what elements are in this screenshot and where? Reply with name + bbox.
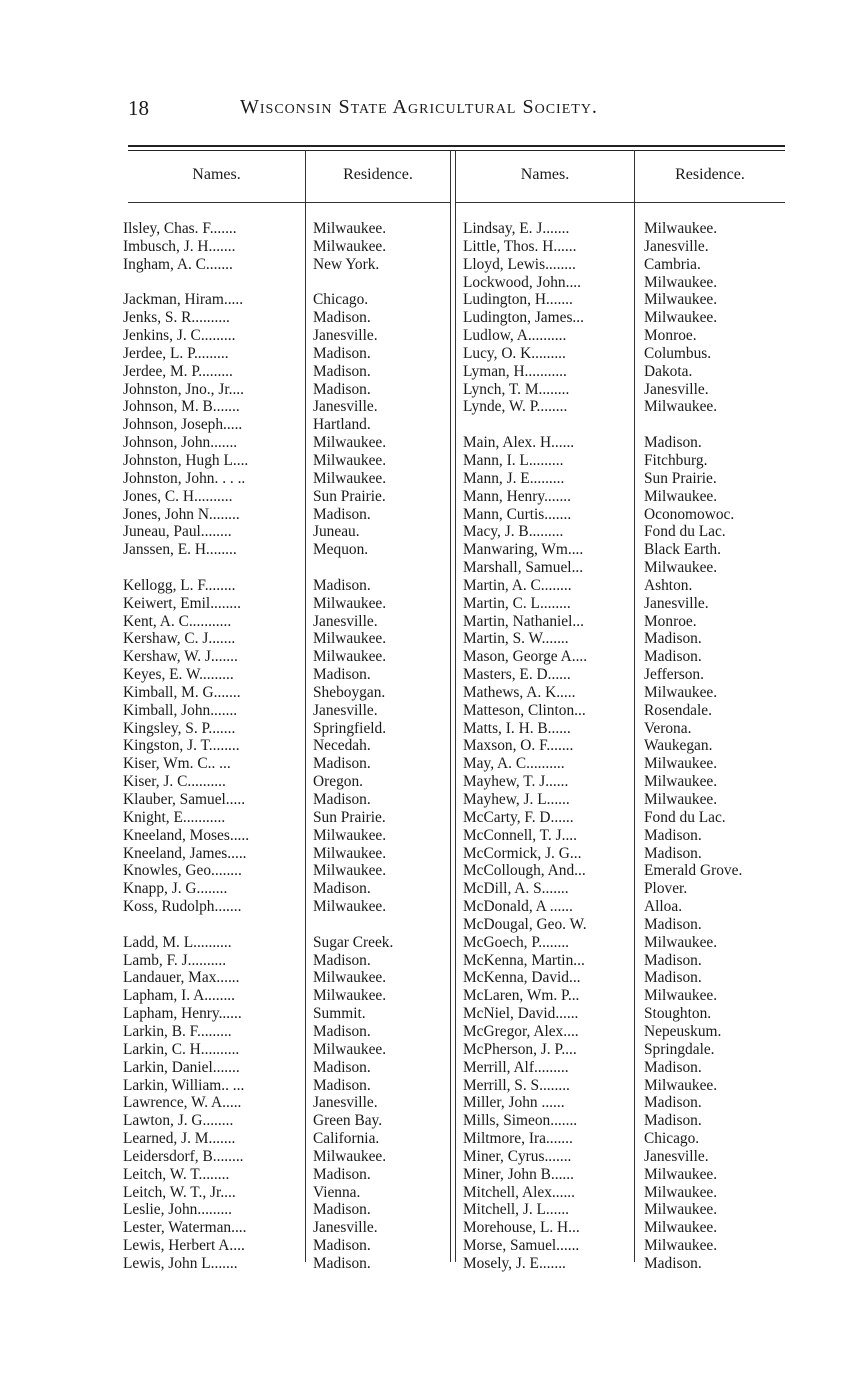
member-residence: Plover.: [644, 880, 688, 898]
member-name: Lyman, H...........: [463, 362, 567, 380]
member-name: Kneeland, James.....: [123, 844, 247, 862]
member-name: Martin, C. L........: [463, 594, 571, 612]
member-name: Koss, Rudolph.......: [123, 898, 242, 916]
member-residence: Milwaukee.: [644, 487, 718, 505]
member-name: Merrill, Alf.........: [463, 1058, 569, 1076]
member-name: Lynch, T. M........: [463, 380, 570, 398]
member-name: McConnell, T. J....: [463, 826, 578, 844]
member-residence: Nepeuskum.: [644, 1022, 722, 1040]
names-header-right: Names.: [520, 166, 570, 183]
member-name: McCollough, And...: [463, 862, 586, 880]
member-residence: Milwaukee.: [644, 773, 718, 791]
right-residence-column: [644, 220, 784, 1273]
member-residence: Stoughton.: [644, 1005, 712, 1023]
member-name: Knowles, Geo........: [123, 862, 242, 880]
member-name: Larkin, B. F.........: [123, 1022, 232, 1040]
member-name: Martin, S. W.......: [463, 630, 569, 648]
member-residence: Madison.: [313, 1058, 371, 1076]
running-title: Wisconsin State Agricultural Society.: [240, 96, 598, 118]
member-name: McCormick, J. G...: [463, 844, 582, 862]
member-residence: Milwaukee.: [313, 1040, 387, 1058]
member-name: Kimball, John.......: [123, 701, 238, 719]
member-name: Larkin, Daniel.......: [123, 1058, 240, 1076]
member-residence: New York.: [313, 255, 380, 273]
member-residence: Springdale.: [644, 1040, 715, 1058]
member-name: McLaren, Wm. P...: [463, 987, 580, 1005]
member-name: Larkin, William.. ...: [123, 1076, 245, 1094]
member-residence: Madison.: [313, 666, 371, 684]
member-residence: Madison.: [644, 1058, 702, 1076]
member-residence: Cambria.: [644, 255, 701, 273]
member-residence: Madison.: [644, 1254, 702, 1272]
member-name: McNiel, David......: [463, 1005, 579, 1023]
member-residence: Alloa.: [644, 898, 683, 916]
member-residence: Oregon.: [313, 773, 364, 791]
member-name: Martin, A. C........: [463, 576, 572, 594]
right-names-column: [463, 220, 633, 1273]
member-residence: Chicago.: [644, 1130, 700, 1148]
member-residence: Milwaukee.: [313, 594, 387, 612]
member-residence: Madison.: [313, 380, 371, 398]
left-names-column: [123, 220, 303, 1273]
member-name: Ludington, H.......: [463, 291, 573, 309]
member-residence: Madison.: [644, 630, 702, 648]
member-residence: Verona.: [644, 719, 692, 737]
member-residence: Columbus.: [644, 344, 712, 362]
member-name: Macy, J. B.........: [463, 523, 564, 541]
member-name: Marshall, Samuel...: [463, 559, 584, 577]
member-residence: Summit.: [313, 1005, 366, 1023]
member-residence: Milwaukee.: [313, 451, 387, 469]
member-residence: Madison.: [644, 969, 702, 987]
member-residence: [313, 916, 448, 934]
member-name: Lucy, O. K.........: [463, 344, 566, 362]
member-residence: Milwaukee.: [313, 844, 387, 862]
member-name: Imbusch, J. H.......: [123, 237, 236, 255]
member-name: May, A. C..........: [463, 755, 565, 773]
member-residence: Janesville.: [313, 398, 378, 416]
member-name: Kellogg, L. F........: [123, 576, 236, 594]
member-residence: Milwaukee.: [644, 559, 718, 577]
member-name: Johnson, M. B.......: [123, 398, 240, 416]
member-residence: Madison.: [313, 755, 371, 773]
member-name: Miner, Cyrus.......: [463, 1147, 572, 1165]
member-residence: Janesville.: [313, 1094, 378, 1112]
member-residence: Milwaukee.: [644, 933, 718, 951]
member-residence: Fond du Lac.: [644, 523, 726, 541]
member-name: Johnston, Hugh L....: [123, 451, 249, 469]
member-residence: [313, 274, 448, 292]
member-name: McPherson, J. P....: [463, 1040, 577, 1058]
member-name: Mitchell, J. L......: [463, 1201, 570, 1219]
column-divider: [305, 150, 306, 1262]
member-residence: Milwaukee.: [313, 969, 387, 987]
member-residence: Milwaukee.: [644, 1183, 718, 1201]
member-name: McKenna, David...: [463, 969, 581, 987]
member-residence: Fond du Lac.: [644, 808, 726, 826]
member-name: Jackman, Hiram.....: [123, 291, 244, 309]
member-name: Mason, George A....: [463, 648, 588, 666]
member-residence: Janesville.: [644, 594, 709, 612]
member-residence: [644, 416, 784, 434]
member-name: Lockwood, John....: [463, 273, 581, 291]
member-residence: Monroe.: [644, 612, 697, 630]
member-residence: Fitchburg.: [644, 451, 708, 469]
member-name: Mann, Henry.......: [463, 487, 571, 505]
member-name: [123, 916, 303, 934]
member-name: McGoech, P........: [463, 933, 570, 951]
member-residence: Madison.: [313, 951, 371, 969]
member-residence: Emerald Grove.: [644, 862, 743, 880]
member-residence: Milwaukee.: [313, 630, 387, 648]
member-name: Morehouse, L. H...: [463, 1219, 580, 1237]
member-residence: Madison.: [313, 344, 371, 362]
member-name: Ilsley, Chas. F.......: [123, 220, 237, 237]
member-name: Maxson, O. F.......: [463, 737, 574, 755]
member-residence: Madison.: [313, 880, 371, 898]
member-name: McDougal, Geo. W.: [463, 915, 587, 933]
member-residence: Milwaukee.: [644, 1201, 718, 1219]
member-residence: Madison.: [313, 1022, 371, 1040]
member-name: Kent, A. C...........: [123, 612, 232, 630]
member-residence: Madison.: [644, 844, 702, 862]
member-name: Jones, John N........: [123, 505, 240, 523]
member-name: Lapham, Henry......: [123, 1005, 242, 1023]
member-name: Johnson, John.......: [123, 434, 238, 452]
member-residence: Milwaukee.: [313, 434, 387, 452]
member-name: Morse, Samuel......: [463, 1237, 580, 1255]
member-name: Leitch, W. T., Jr....: [123, 1183, 236, 1201]
member-residence: Milwaukee.: [644, 987, 718, 1005]
member-name: Juneau, Paul........: [123, 523, 232, 541]
member-name: Ludington, James...: [463, 309, 584, 327]
member-residence: Madison.: [644, 434, 702, 452]
member-residence: Madison.: [644, 826, 702, 844]
member-residence: Milwaukee.: [644, 791, 718, 808]
member-name: Lawton, J. G........: [123, 1112, 234, 1130]
member-residence: Milwaukee.: [313, 862, 387, 880]
member-name: Jerdee, M. P.........: [123, 362, 233, 380]
member-name: Kneeland, Moses.....: [123, 826, 250, 844]
member-residence: Janesville.: [313, 327, 378, 345]
header-underline-left: [128, 202, 450, 203]
header-underline-right: [456, 202, 785, 203]
member-residence: Janesville.: [644, 237, 709, 255]
member-residence: Madison.: [644, 1112, 702, 1130]
member-name: Jenkins, J. C.........: [123, 327, 236, 345]
member-residence: Milwaukee.: [313, 220, 387, 237]
member-residence: Milwaukee.: [313, 237, 387, 255]
member-name: Mathews, A. K.....: [463, 683, 576, 701]
top-rule: [128, 145, 785, 147]
member-residence: Juneau.: [313, 523, 360, 541]
member-name: Johnson, Joseph.....: [123, 416, 243, 434]
column-divider: [455, 150, 456, 1262]
member-name: [123, 274, 303, 292]
member-name: Janssen, E. H........: [123, 541, 237, 559]
member-residence: Oconomowoc.: [644, 505, 735, 523]
member-name: Miner, John B......: [463, 1165, 574, 1183]
member-residence: Mequon.: [313, 541, 369, 559]
member-name: Lester, Waterman....: [123, 1219, 247, 1237]
member-name: Mosely, J. E.......: [463, 1254, 566, 1272]
column-divider: [450, 150, 451, 1262]
column-divider: [634, 150, 635, 1262]
member-name: Klauber, Samuel.....: [123, 791, 246, 808]
member-residence: [313, 559, 448, 577]
member-name: [123, 559, 303, 577]
member-name: Lindsay, E. J.......: [463, 220, 570, 237]
member-residence: Madison.: [313, 1254, 371, 1272]
member-residence: Hartland.: [313, 416, 371, 434]
member-name: Lewis, Herbert A....: [123, 1237, 245, 1255]
member-name: Lynde, W. P........: [463, 398, 568, 416]
member-name: McKenna, Martin...: [463, 951, 585, 969]
member-residence: Madison.: [313, 1237, 371, 1255]
member-residence: Janesville.: [644, 380, 709, 398]
member-residence: Sun Prairie.: [644, 469, 717, 487]
member-residence: Dakota.: [644, 362, 693, 380]
member-residence: Madison.: [313, 505, 371, 523]
member-residence: Janesville.: [313, 1219, 378, 1237]
member-name: Matteson, Clinton...: [463, 701, 586, 719]
top-rule-thin: [128, 150, 785, 151]
member-name: Mills, Simeon.......: [463, 1112, 578, 1130]
member-name: Mayhew, T. J......: [463, 773, 569, 791]
member-residence: Milwaukee.: [644, 1237, 718, 1255]
member-residence: Madison.: [313, 1201, 371, 1219]
member-residence: Milwaukee.: [644, 755, 718, 773]
member-residence: Milwaukee.: [313, 469, 387, 487]
member-name: Merrill, S. S........: [463, 1076, 570, 1094]
member-residence: California.: [313, 1130, 380, 1148]
member-name: Jones, C. H..........: [123, 487, 233, 505]
member-name: Learned, J. M.......: [123, 1130, 236, 1148]
member-residence: Vienna.: [313, 1183, 361, 1201]
member-name: Knight, E...........: [123, 808, 226, 826]
member-name: Lapham, I. A........: [123, 987, 235, 1005]
member-residence: Madison.: [644, 648, 702, 666]
member-residence: Milwaukee.: [644, 683, 718, 701]
member-name: Mann, J. E.........: [463, 469, 565, 487]
member-name: Kiser, J. C..........: [123, 773, 226, 791]
member-residence: Monroe.: [644, 327, 697, 345]
member-name: Ingham, A. C.......: [123, 255, 233, 273]
member-residence: Green Bay.: [313, 1112, 383, 1130]
member-name: Masters, E. D......: [463, 666, 571, 684]
member-name: McDill, A. S.......: [463, 880, 569, 898]
member-residence: Milwaukee.: [313, 826, 387, 844]
member-residence: Madison.: [313, 791, 371, 808]
member-name: Lawrence, W. A.....: [123, 1094, 242, 1112]
member-residence: Black Earth.: [644, 541, 721, 559]
left-residence-column: [313, 220, 448, 1273]
member-name: Mann, I. L.........: [463, 451, 564, 469]
member-residence: Milwaukee.: [313, 648, 387, 666]
member-name: Mayhew, J. L......: [463, 791, 570, 808]
member-name: Ludlow, A..........: [463, 327, 567, 345]
member-name: Lloyd, Lewis........: [463, 255, 576, 273]
member-residence: Milwaukee.: [644, 398, 718, 416]
member-residence: Ashton.: [644, 576, 693, 594]
member-residence: Madison.: [313, 1076, 371, 1094]
member-residence: Madison.: [313, 309, 371, 327]
member-residence: Milwaukee.: [313, 898, 387, 916]
member-name: Leslie, John.........: [123, 1201, 233, 1219]
member-residence: Milwaukee.: [644, 1076, 718, 1094]
member-residence: Janesville.: [313, 701, 378, 719]
member-name: Main, Alex. H......: [463, 434, 575, 452]
member-residence: Sun Prairie.: [313, 808, 386, 826]
member-name: Mann, Curtis.......: [463, 505, 572, 523]
member-residence: Sugar Creek.: [313, 933, 394, 951]
member-name: Keiwert, Emil........: [123, 594, 241, 612]
residence-header-left: Residence.: [343, 166, 413, 183]
member-residence: Madison.: [313, 576, 371, 594]
member-residence: Milwaukee.: [644, 291, 718, 309]
member-residence: Necedah.: [313, 737, 371, 755]
member-name: Jenks, S. R..........: [123, 309, 230, 327]
member-name: Little, Thos. H......: [463, 237, 577, 255]
member-name: McCarty, F. D......: [463, 808, 574, 826]
member-name: Keyes, E. W.........: [123, 666, 234, 684]
member-name: Kingsley, S. P.......: [123, 719, 236, 737]
member-residence: Janesville.: [313, 612, 378, 630]
member-name: McDonald, A ......: [463, 898, 573, 916]
residence-header-right: Residence.: [675, 166, 745, 183]
member-name: McGregor, Alex....: [463, 1022, 579, 1040]
member-name: Leitch, W. T........: [123, 1165, 230, 1183]
member-residence: Milwaukee.: [644, 220, 718, 237]
member-residence: Madison.: [644, 951, 702, 969]
member-residence: Milwaukee.: [313, 1147, 387, 1165]
member-name: Miller, John ......: [463, 1094, 565, 1112]
member-name: Johnston, John. . . ..: [123, 469, 246, 487]
member-name: Kershaw, W. J.......: [123, 648, 238, 666]
member-name: Jerdee, L. P.........: [123, 344, 229, 362]
member-residence: Milwaukee.: [644, 273, 718, 291]
member-name: Larkin, C. H..........: [123, 1040, 240, 1058]
member-residence: Madison.: [644, 1094, 702, 1112]
member-name: Mitchell, Alex......: [463, 1183, 575, 1201]
member-residence: Rosendale.: [644, 701, 712, 719]
member-residence: Milwaukee.: [644, 1219, 718, 1237]
member-name: Kimball, M. G.......: [123, 683, 241, 701]
member-residence: Janesville.: [644, 1147, 709, 1165]
member-name: Johnston, Jno., Jr....: [123, 380, 245, 398]
member-residence: Jefferson.: [644, 666, 704, 684]
member-name: Kingston, J. T........: [123, 737, 240, 755]
page-number: 18: [128, 96, 149, 120]
page-header: [0, 96, 845, 126]
names-header-left: Names.: [192, 166, 241, 183]
member-name: Kershaw, C. J.......: [123, 630, 236, 648]
member-name: Ladd, M. L..........: [123, 933, 232, 951]
member-name: Miltmore, Ira.......: [463, 1130, 573, 1148]
member-residence: Milwaukee.: [644, 1165, 718, 1183]
member-residence: Sun Prairie.: [313, 487, 386, 505]
member-residence: Waukegan.: [644, 737, 713, 755]
member-residence: Milwaukee.: [313, 987, 387, 1005]
member-name: Leidersdorf, B........: [123, 1147, 244, 1165]
member-name: Matts, I. H. B......: [463, 719, 571, 737]
member-residence: Milwaukee.: [644, 309, 718, 327]
member-name: Lamb, F. J..........: [123, 951, 227, 969]
member-residence: Madison.: [313, 1165, 371, 1183]
member-residence: Madison.: [313, 362, 371, 380]
member-name: Martin, Nathaniel...: [463, 612, 584, 630]
member-name: Landauer, Max......: [123, 969, 240, 987]
member-name: Knapp, J. G........: [123, 880, 228, 898]
member-name: [463, 416, 633, 434]
member-residence: Chicago.: [313, 291, 369, 309]
member-name: Manwaring, Wm....: [463, 541, 584, 559]
member-residence: Springfield.: [313, 719, 387, 737]
member-residence: Sheboygan.: [313, 683, 386, 701]
member-residence: Madison.: [644, 915, 702, 933]
member-name: Kiser, Wm. C.. ...: [123, 755, 231, 773]
member-name: Lewis, John L.......: [123, 1254, 238, 1272]
